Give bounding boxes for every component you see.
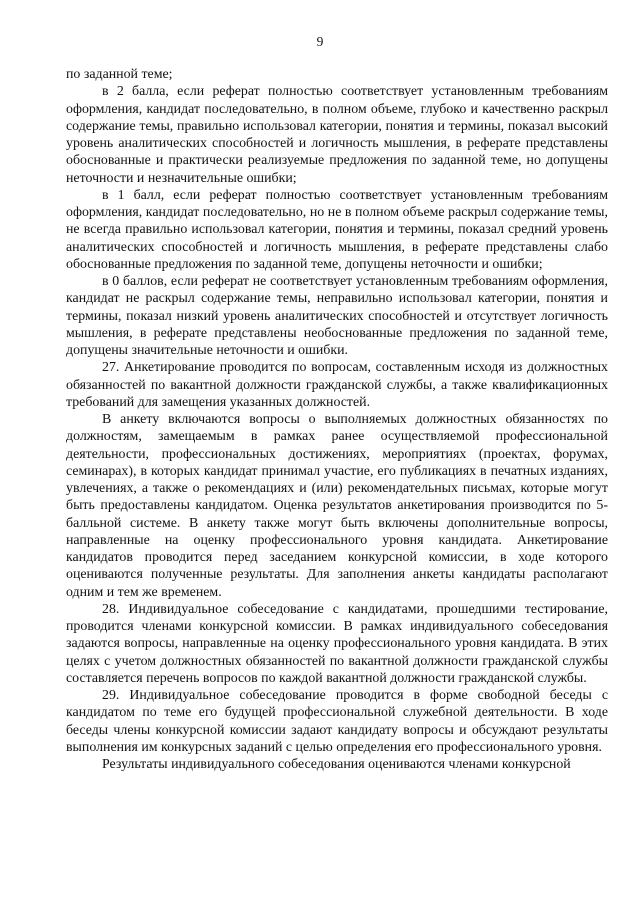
paragraph-9: Результаты индивидуального собеседования оцениваются членами конкурсной xyxy=(102,757,571,772)
page-number: 9 xyxy=(316,34,324,49)
paragraph-3: в 1 балл, если реферат полностью соответствует установленным требованиям оформления, кандидат последовательно, но не в полном объеме раскрыл содержание темы, не всегда правильно использовал категории, понятия и термины, показал средний уровень аналитических способностей и логичность мышления, в реферате представлены слабо обоснованные предложения по заданной теме, допущены неточности и ошибки; xyxy=(66,187,608,272)
paragraph-1: по заданной теме; xyxy=(66,67,173,82)
paragraph-2: в 2 балла, если реферат полностью соответствует установленным требованиям оформления, кандидат последовательно, в полном объеме, глубоко и качественно раскрыл содержание темы, правильно использовал категории, понятия и термины, показал высокий уровень аналитических способностей и логичность мышления, в реферате представлены обоснованные и практически реализуемые предложения по заданной теме, но допущены неточности и незначительные ошибки; xyxy=(66,84,608,186)
paragraph-7: 28. Индивидуальное собеседование с кандидатами, прошедшими тестирование, проводится членами конкурсной комиссии. В рамках индивидуального собеседования задаются вопросы, направленные на оценку профессионального уровня кандидата. В этих целях с учетом должностных обязанностей по вакантной должности гражданской службы составляется перечень вопросов по каждой вакантной должности гражданской службы. xyxy=(66,601,608,686)
paragraph-8: 29. Индивидуальное собеседование проводится в форме свободной беседы с кандидатом по теме его будущей профессиональной служебной деятельности. В ходе беседы члены конкурсной комиссии задают кандидату вопросы и обсуждают результаты выполнения им конкурсных заданий с целью определения его профессионального уровня. xyxy=(66,688,608,755)
paragraph-6: В анкету включаются вопросы о выполняемых должностных обязанностях по должностям, замещаемым в рамках ранее осуществляемой профессиональной деятельности, профессиональных достижениях, мероприятиях (проектах, форумах, семинарах), в которых кандидат принимал участие, его публикациях в печатных изданиях, увлечениях, а также о рекомендациях и (или) рекомендательных письмах, которые могут быть предоставлены кандидатом. Оценка результатов анкетирования производится по 5-балльной системе. В анкету также могут быть включены дополнительные вопросы, направленные на оценку профессионального уровня кандидата. Анкетирование кандидатов проводится перед заседанием конкурсной комиссии, в ходе которого оцениваются полученные результаты. Для заполнения анкеты кандидаты располагают одним и тем же временем. xyxy=(66,412,608,600)
paragraph-4: в 0 баллов, если реферат не соответствует установленным требованиям оформления, кандидат не раскрыл содержание темы, неправильно использовал категории, понятия и термины, показал низкий уровень аналитических способностей и отсутствует логичность мышления, в реферате представлены необоснованные предложения по заданной теме, допущены значительные неточности и ошибки. xyxy=(66,274,608,358)
paragraph-5: 27. Анкетирование проводится по вопросам, составленным исходя из должностных обязанностей по вакантной должности гражданской службы, а также квалификационных требований для замещения указанных должностей. xyxy=(66,360,608,410)
document-body xyxy=(66,66,608,773)
